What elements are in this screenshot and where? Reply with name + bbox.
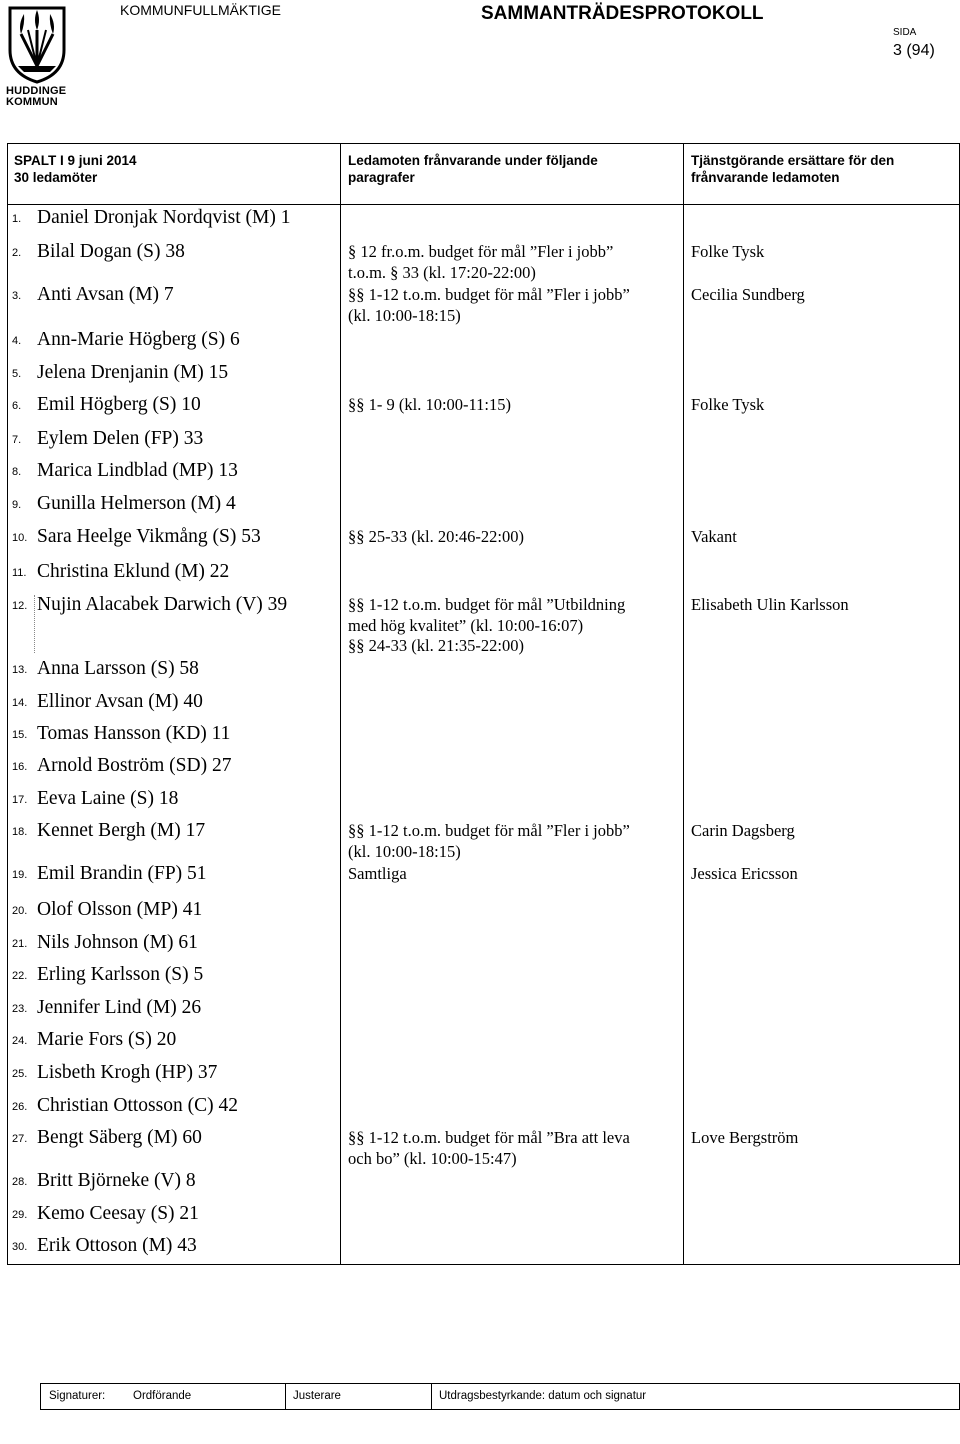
member-name: Sara Heelge Vikmång (S) 53 (37, 526, 261, 547)
coat-of-arms-icon (6, 4, 68, 84)
absence-line: §§ 1-12 t.o.m. budget för mål ”Utbildning (348, 595, 626, 614)
row-number: 5. (12, 368, 22, 380)
absence-line: och bo” (kl. 10:00-15:47) (348, 1148, 517, 1168)
row-number: 2. (12, 247, 22, 259)
member-name: Lisbeth Krogh (HP) 37 (37, 1062, 218, 1083)
absence-line: t.o.m. § 33 (kl. 17:20-22:00) (348, 262, 536, 282)
row-number: 25. (12, 1068, 28, 1080)
absence-line: §§ 25-33 (kl. 20:46-22:00) (348, 527, 524, 546)
member-name: Kennet Bergh (M) 17 (37, 820, 206, 841)
absence-paragraphs (348, 864, 407, 885)
substitute-name: Vakant (691, 527, 737, 546)
row-number: 1. (12, 213, 22, 225)
table-header (7, 143, 960, 205)
member-name: Jennifer Lind (M) 26 (37, 997, 202, 1018)
document-title: SAMMANTRÄDESPROTOKOLL (481, 3, 764, 24)
member-name: Eeva Laine (S) 18 (37, 788, 179, 809)
absence-paragraphs (348, 595, 625, 657)
absence-line: §§ 1- 9 (kl. 10:00-11:15) (348, 395, 511, 414)
absence-line: Samtliga (348, 864, 407, 883)
member-name: Nils Johnson (M) 61 (37, 932, 198, 953)
row-number: 20. (12, 905, 28, 917)
row-number: 10. (12, 532, 28, 544)
absence-line: (kl. 10:00-18:15) (348, 305, 461, 325)
row-number: 27. (12, 1133, 28, 1145)
absence-line: (kl. 10:00-18:15) (348, 841, 461, 861)
member-name: Tomas Hansson (KD) 11 (37, 723, 231, 744)
row-number: 21. (12, 938, 28, 950)
member-name: Bengt Säberg (M) 60 (37, 1127, 202, 1148)
row-number: 6. (12, 400, 22, 412)
row-number: 26. (12, 1101, 28, 1113)
member-name: Daniel Dronjak Nordqvist (M) 1 (37, 207, 291, 228)
substitute-name: Elisabeth Ulin Karlsson (691, 595, 849, 614)
header-col-members: SPALT I 9 juni 2014 30 ledamöter (14, 153, 137, 185)
absence-line: § 12 fr.o.m. budget för mål ”Fler i jobb” (348, 242, 614, 261)
absence-paragraphs (348, 395, 511, 416)
substitute-name: Cecilia Sundberg (691, 285, 805, 304)
logo-line-2: KOMMUN (6, 96, 58, 108)
row-number: 18. (12, 826, 28, 838)
row-number: 28. (12, 1176, 28, 1188)
member-name: Arnold Boström (SD) 27 (37, 755, 232, 776)
footer-utdragsbestyrkande: Utdragsbestyrkande: datum och signatur (439, 1390, 647, 1402)
footer-signaturer: Signaturer: (49, 1390, 106, 1402)
footer-justerare: Justerare (293, 1390, 341, 1402)
substitute-name: Folke Tysk (691, 242, 765, 261)
member-name: Gunilla Helmerson (M) 4 (37, 493, 236, 514)
member-name: Christina Eklund (M) 22 (37, 561, 230, 582)
row-number: 19. (12, 869, 28, 881)
page-number: 3 (94) (893, 42, 935, 59)
row-number: 12. (12, 600, 28, 612)
substitute-name: Carin Dagsberg (691, 821, 795, 840)
member-name: Ann-Marie Högberg (S) 6 (37, 329, 240, 350)
row-number: 29. (12, 1209, 28, 1221)
absence-line: §§ 1-12 t.o.m. budget för mål ”Bra att leva (348, 1128, 630, 1147)
absence-line: §§ 1-12 t.o.m. budget för mål ”Fler i jobb” (348, 285, 630, 304)
absence-paragraphs (348, 285, 630, 326)
member-name: Erik Ottoson (M) 43 (37, 1235, 197, 1256)
member-name: Nujin Alacabek Darwich (V) 39 (37, 594, 288, 615)
member-name: Anti Avsan (M) 7 (37, 284, 174, 305)
attendance-table (7, 205, 960, 1265)
header-col-substitute: Tjänstgörande ersättare för den frånvarande ledamoten (691, 153, 895, 185)
signature-footer (40, 1383, 960, 1410)
member-name: Marica Lindblad (MP) 13 (37, 460, 238, 481)
row-number: 3. (12, 290, 22, 302)
row-number: 24. (12, 1035, 28, 1047)
absence-line: med hög kvalitet” (kl. 10:00-16:07) (348, 615, 584, 635)
member-name: Anna Larsson (S) 58 (37, 658, 199, 679)
member-name: Emil Brandin (FP) 51 (37, 863, 207, 884)
absence-line: §§ 24-33 (kl. 21:35-22:00) (348, 636, 524, 655)
member-name: Marie Fors (S) 20 (37, 1029, 177, 1050)
row-number: 7. (12, 434, 22, 446)
substitute-name: Love Bergström (691, 1128, 799, 1147)
page-label: SIDA (893, 27, 917, 38)
row-number: 30. (12, 1241, 28, 1253)
row-number: 14. (12, 697, 28, 709)
member-name: Erling Karlsson (S) 5 (37, 964, 204, 985)
absence-paragraphs (348, 821, 630, 862)
huddinge-kommun-logo (6, 4, 68, 108)
member-name: Jelena Drenjanin (M) 15 (37, 362, 229, 383)
footer-ordforande: Ordförande (133, 1390, 192, 1402)
member-name: Britt Björneke (V) 8 (37, 1170, 196, 1191)
absence-paragraphs (348, 527, 524, 548)
absence-line: §§ 1-12 t.o.m. budget för mål ”Fler i jobb” (348, 821, 630, 840)
member-name: Ellinor Avsan (M) 40 (37, 691, 203, 712)
row-number: 15. (12, 729, 28, 741)
row-number: 11. (12, 567, 27, 579)
row-number: 17. (12, 794, 28, 806)
member-name: Emil Högberg (S) 10 (37, 394, 201, 415)
substitute-name: Folke Tysk (691, 395, 765, 414)
row-number: 8. (12, 466, 22, 478)
header-col-absent-paragraphs: Ledamoten frånvarande under följande paragrafer (348, 153, 598, 185)
absence-paragraphs (348, 1128, 630, 1169)
member-name: Bilal Dogan (S) 38 (37, 241, 185, 262)
member-name: Kemo Ceesay (S) 21 (37, 1203, 199, 1224)
absence-paragraphs (348, 242, 613, 283)
row-number: 23. (12, 1003, 28, 1015)
row-number: 13. (12, 664, 28, 676)
header-organisation: KOMMUNFULLMÄKTIGE (120, 2, 282, 18)
member-name: Eylem Delen (FP) 33 (37, 428, 204, 449)
member-name: Christian Ottosson (C) 42 (37, 1095, 238, 1116)
row-number: 22. (12, 970, 28, 982)
row-number: 9. (12, 499, 22, 511)
row-number: 16. (12, 761, 28, 773)
member-name: Olof Olsson (MP) 41 (37, 899, 203, 920)
row-number: 4. (12, 335, 22, 347)
substitute-name: Jessica Ericsson (691, 864, 798, 883)
logo-line-1: HUDDINGE (6, 85, 67, 97)
